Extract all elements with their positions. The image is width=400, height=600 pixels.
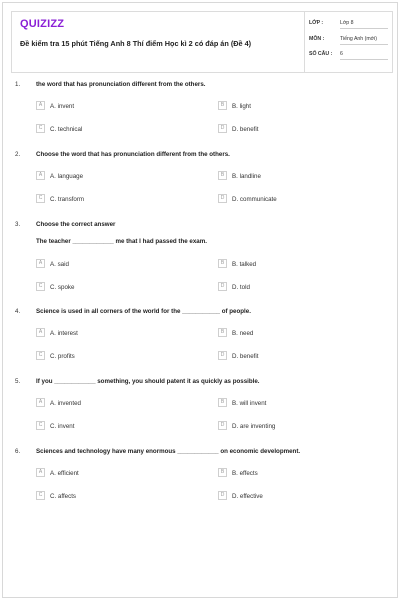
option-d[interactable] [218,421,378,431]
option-b-box[interactable]: B [218,259,227,268]
option-d-label: D. effective [232,492,263,500]
question-number: 6. [15,448,21,455]
option-a-box[interactable]: A [36,328,45,337]
option-b[interactable] [218,171,378,181]
option-b[interactable] [218,468,378,478]
option-b-label: B. light [232,102,251,110]
option-b-box[interactable]: B [218,171,227,180]
question-text: the word that has pronunciation different from the others. [36,81,206,88]
option-b[interactable] [218,398,378,408]
option-c-box[interactable]: C [36,124,45,133]
worksheet-header [11,11,393,73]
option-b-box[interactable]: B [218,398,227,407]
option-d[interactable] [218,124,378,134]
option-a[interactable] [36,259,196,269]
option-a-label: A. invented [50,399,81,407]
option-b-label: B. talked [232,260,257,268]
question-text: Science is used in all corners of the world for the ___________ of people. [36,308,251,315]
meta-subject-underline [340,44,388,45]
option-a-label: A. efficient [50,469,79,477]
option-b-box[interactable]: B [218,328,227,337]
option-c[interactable] [36,194,196,204]
question-text: Choose the correct answer [36,221,116,228]
option-c-label: C. invent [50,422,75,430]
quizizz-logo[interactable]: QUIZIZZ [20,18,65,30]
option-a-label: A. said [50,260,69,268]
option-c-box[interactable]: C [36,351,45,360]
option-d-label: D. told [232,283,250,291]
option-d-label: D. are inventing [232,422,276,430]
option-a[interactable] [36,398,196,408]
option-d-box[interactable]: D [218,194,227,203]
option-c-label: C. spoke [50,283,75,291]
meta-count-value: 6 [340,51,343,57]
option-d[interactable] [218,351,378,361]
option-d-label: D. communicate [232,195,277,203]
option-b[interactable] [218,259,378,269]
option-d-box[interactable]: D [218,282,227,291]
option-a-box[interactable]: A [36,398,45,407]
option-a-box[interactable]: A [36,101,45,110]
option-c[interactable] [36,351,196,361]
option-a-label: A. invent [50,102,75,110]
meta-class-value: Lớp 8 [340,20,354,26]
meta-class-underline [340,28,388,29]
option-a-label: A. interest [50,329,78,337]
option-c-box[interactable]: C [36,491,45,500]
question-subtext: The teacher ____________ me that I had passed the exam. [36,238,207,245]
meta-subject-label: MÔN : [309,36,325,42]
option-c[interactable] [36,282,196,292]
question-number: 2. [15,151,21,158]
option-c-label: C. technical [50,125,83,133]
option-a[interactable] [36,101,196,111]
option-a-box[interactable]: A [36,468,45,477]
question-text: Sciences and technology have many enormous ____________ on economic development. [36,448,301,455]
option-a[interactable] [36,468,196,478]
meta-subject-value: Tiếng Anh (mới) [340,36,377,42]
option-a-box[interactable]: A [36,259,45,268]
option-a[interactable] [36,328,196,338]
option-b-box[interactable]: B [218,468,227,477]
option-a[interactable] [36,171,196,181]
option-d-box[interactable]: D [218,351,227,360]
worksheet-title: Đề kiểm tra 15 phút Tiếng Anh 8 Thí điểm Học kì 2 có đáp án (Đề 4) [20,39,252,48]
question-text: Choose the word that has pronunciation different from the others. [36,151,230,158]
option-a-box[interactable]: A [36,171,45,180]
option-d-label: D. benefit [232,125,259,133]
header-divider [304,12,305,72]
option-c-box[interactable]: C [36,421,45,430]
option-d[interactable] [218,194,378,204]
option-c-label: C. transform [50,195,85,203]
question-number: 1. [15,81,21,88]
option-b-label: B. landline [232,172,261,180]
worksheet-page [2,2,398,598]
question-number: 3. [15,221,21,228]
question-text: If you ____________ something, you should patent it as quickly as possible. [36,378,260,385]
option-d-box[interactable]: D [218,421,227,430]
option-a-label: A. language [50,172,84,180]
option-b[interactable] [218,328,378,338]
question-number: 4. [15,308,21,315]
option-d-box[interactable]: D [218,124,227,133]
option-d-label: D. benefit [232,352,259,360]
option-b[interactable] [218,101,378,111]
option-c[interactable] [36,124,196,134]
option-c-box[interactable]: C [36,194,45,203]
meta-count-underline [340,59,388,60]
option-b-box[interactable]: B [218,101,227,110]
option-c[interactable] [36,491,196,501]
option-d[interactable] [218,491,378,501]
question-number: 5. [15,378,21,385]
option-c-label: C. profits [50,352,75,360]
meta-count-label: SỐ CÂU : [309,51,333,57]
meta-class-label: LỚP : [309,20,324,26]
option-c-box[interactable]: C [36,282,45,291]
option-d[interactable] [218,282,378,292]
option-b-label: B. need [232,329,254,337]
option-b-label: B. will invent [232,399,267,407]
option-c[interactable] [36,421,196,431]
option-c-label: C. affects [50,492,77,500]
option-d-box[interactable]: D [218,491,227,500]
option-b-label: B. effects [232,469,258,477]
